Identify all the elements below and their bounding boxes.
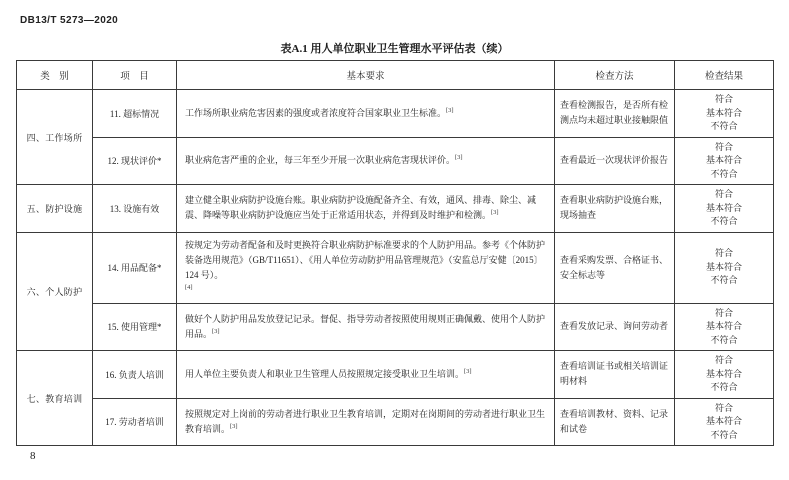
item-cell: 14. 用品配备* [93, 232, 177, 303]
category-cell: 四、工作场所 [17, 90, 93, 185]
result-cell [675, 137, 774, 185]
result-option: 符合 [714, 141, 733, 152]
header-category: 类 别 [17, 61, 93, 90]
table-row [17, 90, 774, 138]
result-cell [675, 398, 774, 446]
result-option: 符合 [714, 355, 733, 365]
table-row [17, 137, 774, 185]
result-option: 不符合 [710, 382, 738, 392]
result-cell [675, 303, 774, 351]
reference-superscript: [3] [446, 106, 454, 114]
table-title: 表A.1 用人单位职业卫生管理水平评估表（续） [280, 43, 509, 55]
reference-superscript: [4] [185, 283, 193, 291]
result-option: 不符合 [710, 121, 738, 131]
item-cell: 17. 劳动者培训 [93, 398, 177, 446]
item-cell: 11. 超标情况 [93, 90, 177, 138]
item-cell: 12. 现状评价* [93, 137, 177, 185]
table-row [17, 398, 774, 446]
table-row [17, 351, 774, 399]
result-cell [675, 232, 774, 303]
requirement-text: 按规定为劳动者配备和及时更换符合职业病防护标准要求的个人防护用品。参考《个体防护装备选用规范》（GB/T11651）、《用人单位劳动防护用品管理规范》（安监总厅安健〔2015〕124 号）。 [185, 239, 546, 280]
header-item: 项 目 [93, 61, 177, 90]
table-row [17, 185, 774, 233]
result-option: 基本符合 [705, 321, 742, 331]
assessment-table [16, 60, 774, 446]
reference-superscript: [3] [464, 367, 472, 375]
method-cell: 查看培训证书或相关培训证明材料 [555, 351, 675, 399]
requirement-text: 做好个人防护用品发放登记记录。督促、指导劳动者按照使用规则正确佩戴、使用个人防护用品。 [185, 313, 546, 339]
header-method: 检查方法 [555, 61, 675, 90]
requirement-text: 用人单位主要负责人和职业卫生管理人员按照规定接受职业卫生培训。 [185, 368, 465, 379]
method-cell: 查看最近一次现状评价报告 [555, 137, 675, 185]
requirement-text: 按照规定对上岗前的劳动者进行职业卫生教育培训，定期对在岗期间的劳动者进行职业卫生教育培训。 [185, 408, 546, 434]
header-requirement: 基本要求 [177, 61, 555, 90]
table-row [17, 303, 774, 351]
category-cell: 七、教育培训 [17, 351, 93, 446]
item-cell: 15. 使用管理* [93, 303, 177, 351]
method-cell: 查看职业病防护设施台账，现场抽查 [555, 185, 675, 233]
item-cell: 13. 设施有效 [93, 185, 177, 233]
result-option: 不符合 [710, 168, 738, 179]
result-option: 符合 [714, 94, 733, 104]
result-cell [675, 90, 774, 138]
requirement-text: 职业病危害严重的企业，每三年至少开展一次职业病危害现状评价。 [185, 155, 456, 166]
result-option: 基本符合 [705, 368, 742, 379]
result-cell [675, 351, 774, 399]
header-result: 检查结果 [675, 61, 774, 90]
reference-superscript: [3] [491, 209, 499, 217]
result-option: 基本符合 [705, 202, 742, 213]
result-option: 符合 [714, 248, 733, 259]
result-option: 不符合 [710, 275, 738, 286]
result-option: 不符合 [710, 216, 738, 226]
category-cell: 六、个人防护 [17, 232, 93, 351]
result-option: 基本符合 [705, 261, 742, 272]
result-option: 符合 [714, 189, 733, 199]
reference-superscript: [3] [230, 422, 238, 430]
method-cell: 查看培训教材、资料、记录和试卷 [555, 398, 675, 446]
requirement-cell [177, 90, 555, 138]
requirement-text: 建立健全职业病防护设施台账。职业病防护设施配备齐全、有效，通风、排毒、除尘、减震、降噪等职业病防护设施应当处于正常适用状态，并得到及时维护和检测。 [185, 195, 537, 221]
requirement-cell [177, 303, 555, 351]
reference-superscript: [3] [212, 327, 220, 335]
reference-superscript: [3] [455, 154, 463, 162]
result-option: 基本符合 [705, 416, 742, 426]
method-cell: 查看采购发票、合格证书、安全标志等 [555, 232, 675, 303]
requirement-text: 工作场所职业病危害因素的强度或者浓度符合国家职业卫生标准。 [185, 107, 447, 118]
item-cell: 16. 负责人培训 [93, 351, 177, 399]
assessment-table-body [17, 90, 774, 446]
result-option: 符合 [714, 307, 733, 318]
table-row [17, 232, 774, 303]
requirement-cell [177, 232, 555, 303]
requirement-cell [177, 185, 555, 233]
result-option: 基本符合 [705, 155, 742, 165]
result-option: 不符合 [710, 429, 738, 440]
requirement-cell [177, 398, 555, 446]
requirement-cell [177, 351, 555, 399]
method-cell: 查看发放记录、询问劳动者 [555, 303, 675, 351]
method-cell: 查看检测报告，是否所有检测点均未超过职业接触限值 [555, 90, 675, 138]
result-cell [675, 185, 774, 233]
standard-number: DB13/T 5273—2020 [20, 15, 119, 26]
result-option: 不符合 [710, 334, 738, 345]
result-option: 基本符合 [705, 107, 742, 118]
result-option: 符合 [714, 402, 733, 413]
page-number: 8 [30, 450, 36, 462]
requirement-cell [177, 137, 555, 185]
header-row [17, 61, 774, 90]
category-cell: 五、防护设施 [17, 185, 93, 233]
